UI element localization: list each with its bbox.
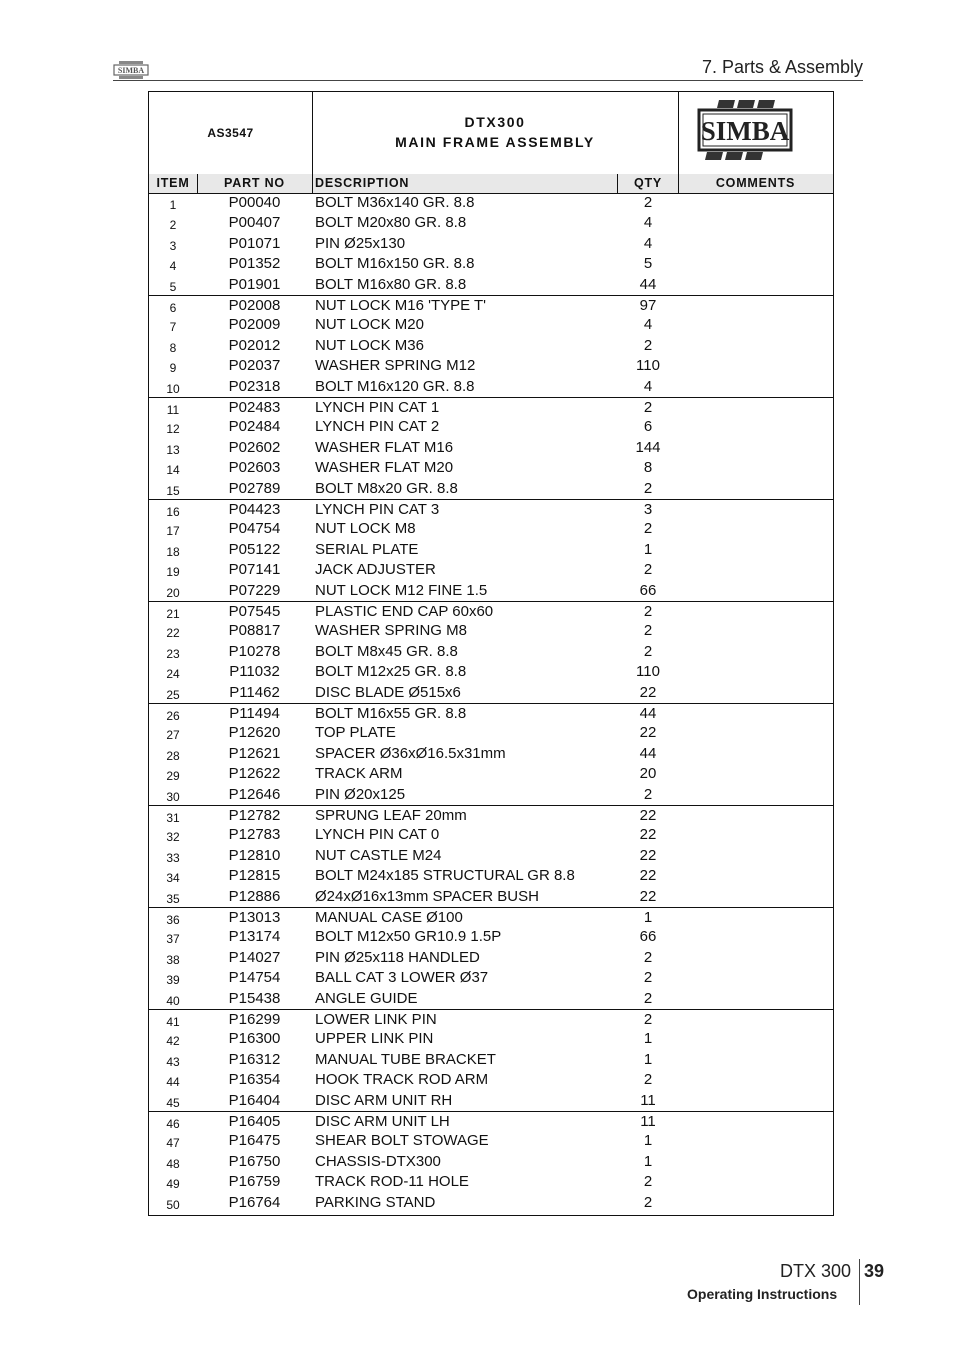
cell-item: 47 — [166, 1136, 180, 1151]
cell-part-no: P07229 — [228, 581, 281, 599]
cell-qty: 20 — [639, 765, 657, 783]
cell-description: TOP PLATE — [315, 724, 396, 742]
cell-part-no: P02012 — [228, 336, 281, 354]
cell-part-no: P07545 — [228, 603, 281, 620]
cell-qty: 66 — [639, 581, 657, 599]
cell-qty: 8 — [643, 459, 653, 477]
cell-qty: 1 — [643, 1030, 653, 1048]
cell-qty: 22 — [639, 724, 657, 742]
cell-part-no: P12620 — [228, 724, 281, 742]
cell-qty: 2 — [643, 1011, 653, 1028]
cell-qty: 2 — [643, 561, 653, 579]
cell-item: 21 — [166, 607, 180, 621]
cell-item: 15 — [166, 483, 180, 498]
cell-description: SHEAR BOLT STOWAGE — [315, 1132, 489, 1150]
table-row — [149, 581, 833, 601]
cell-part-no: P02602 — [228, 438, 281, 456]
cell-qty: 2 — [643, 520, 653, 538]
cell-item: 43 — [166, 1054, 180, 1069]
cell-item: 27 — [166, 728, 180, 743]
cell-item: 32 — [166, 830, 180, 845]
cell-item: 50 — [166, 1197, 180, 1212]
footer-subtitle: Operating Instructions — [687, 1286, 838, 1302]
cell-qty: 1 — [643, 1050, 653, 1068]
table-row — [149, 213, 833, 233]
cell-item: 26 — [166, 709, 180, 723]
cell-part-no: P00040 — [228, 194, 281, 211]
cell-part-no: P16354 — [228, 1071, 281, 1089]
cell-description: BOLT M16x120 GR. 8.8 — [315, 377, 475, 395]
cell-item: 17 — [166, 524, 180, 539]
cell-item: 11 — [166, 403, 180, 417]
cell-item: 16 — [166, 505, 180, 519]
cell-qty: 144 — [635, 438, 661, 456]
cell-description: BOLT M16x55 GR. 8.8 — [315, 705, 467, 722]
cell-qty: 22 — [639, 846, 657, 864]
cell-description: NUT LOCK M20 — [315, 316, 424, 334]
cell-part-no: P16750 — [228, 1152, 281, 1170]
cell-qty: 2 — [643, 1193, 653, 1211]
cell-description: BOLT M36x140 GR. 8.8 — [315, 194, 475, 211]
cell-description: HOOK TRACK ROD ARM — [315, 1071, 489, 1089]
table-row — [149, 458, 833, 478]
model-name: DTX300 — [464, 114, 526, 130]
simba-logo — [695, 98, 795, 162]
table-row — [149, 968, 833, 988]
cell-qty: 2 — [643, 603, 653, 620]
cell-qty: 2 — [643, 399, 653, 416]
cell-part-no: P12782 — [228, 807, 281, 824]
cell-description: LYNCH PIN CAT 1 — [315, 399, 440, 416]
cell-part-no: P13174 — [228, 928, 281, 946]
cell-item: 20 — [166, 585, 180, 600]
cell-description: JACK ADJUSTER — [315, 561, 436, 579]
cell-qty: 44 — [639, 744, 657, 762]
table-row — [149, 254, 833, 274]
page-number: 39 — [864, 1261, 885, 1281]
cell-qty: 66 — [639, 928, 657, 946]
cell-description: WASHER SPRING M12 — [315, 357, 476, 375]
table-row — [149, 377, 833, 397]
cell-item: 36 — [166, 913, 180, 927]
cell-item: 45 — [166, 1095, 180, 1110]
cell-description: WASHER FLAT M16 — [315, 438, 454, 456]
cell-part-no: P01352 — [228, 255, 281, 273]
table-row — [149, 397, 833, 417]
cell-description: DISC ARM UNIT LH — [315, 1113, 450, 1130]
cell-item: 35 — [166, 891, 180, 906]
table-row — [149, 234, 833, 254]
table-row — [149, 1009, 833, 1029]
title-block — [149, 92, 833, 175]
table-row — [149, 601, 833, 621]
cell-description: LYNCH PIN CAT 2 — [315, 418, 440, 436]
cell-description: BOLT M8x45 GR. 8.8 — [315, 642, 458, 660]
cell-description: BOLT M16x150 GR. 8.8 — [315, 255, 475, 273]
cell-item: 44 — [166, 1075, 180, 1090]
cell-qty: 2 — [643, 1071, 653, 1089]
cell-qty: 44 — [639, 275, 657, 293]
cell-qty: 2 — [643, 989, 653, 1007]
table-row — [149, 315, 833, 335]
cell-part-no: P13013 — [228, 909, 281, 926]
assembly-code: AS3547 — [149, 92, 313, 174]
cell-description: SPACER Ø36xØ16.5x31mm — [315, 744, 506, 762]
table-row — [149, 764, 833, 784]
cell-qty: 2 — [643, 948, 653, 966]
cell-part-no: P16475 — [228, 1132, 281, 1150]
cell-part-no: P11032 — [229, 663, 280, 681]
cell-part-no: P10278 — [228, 642, 281, 660]
cell-qty: 1 — [643, 540, 653, 558]
cell-qty: 1 — [643, 1132, 653, 1150]
table-row — [149, 805, 833, 825]
cell-description: SERIAL PLATE — [315, 540, 419, 558]
cell-item: 23 — [166, 646, 180, 661]
cell-description: PIN Ø25x130 — [315, 234, 406, 252]
cell-item: 6 — [169, 301, 177, 315]
table-row — [149, 662, 833, 682]
cell-qty: 97 — [639, 297, 657, 314]
cell-description: CHASSIS-DTX300 — [315, 1152, 441, 1170]
cell-qty: 4 — [643, 316, 653, 334]
cell-part-no: P12815 — [228, 867, 281, 885]
cell-description: NUT LOCK M16 'TYPE T' — [315, 297, 487, 314]
cell-item: 40 — [166, 993, 180, 1008]
cell-qty: 2 — [643, 622, 653, 640]
cell-part-no: P12646 — [228, 785, 281, 803]
cell-description: BOLT M24x185 STRUCTURAL GR 8.8 — [315, 867, 575, 885]
table-row — [149, 1111, 833, 1131]
cell-qty: 1 — [643, 1152, 653, 1170]
cell-part-no: P07141 — [228, 561, 281, 579]
table-row — [149, 1091, 833, 1111]
cell-part-no: P12783 — [228, 826, 281, 844]
table-row — [149, 785, 833, 805]
cell-description: BOLT M12x50 GR10.9 1.5P — [315, 928, 502, 946]
cell-qty: 44 — [639, 705, 657, 722]
table-row — [149, 560, 833, 580]
cell-item: 5 — [169, 279, 177, 294]
cell-part-no: P02603 — [228, 459, 281, 477]
cell-qty: 4 — [643, 377, 653, 395]
cell-part-no: P02318 — [228, 377, 281, 395]
cell-description: TRACK ARM — [315, 765, 403, 783]
table-row — [149, 540, 833, 560]
cell-item: 1 — [169, 198, 177, 212]
cell-qty: 2 — [643, 642, 653, 660]
assembly-name: MAIN FRAME ASSEMBLY — [395, 134, 595, 150]
cell-qty: 22 — [639, 887, 657, 905]
cell-item: 7 — [169, 320, 177, 335]
cell-qty: 22 — [639, 867, 657, 885]
table-row — [149, 703, 833, 723]
cell-description: NUT LOCK M12 FINE 1.5 — [315, 581, 488, 599]
table-row — [149, 989, 833, 1009]
table-row — [149, 275, 833, 295]
cell-qty: 22 — [639, 683, 657, 701]
cell-description: PIN Ø25x118 HANDLED — [315, 948, 480, 966]
table-row — [149, 193, 833, 213]
cell-description: BOLT M16x80 GR. 8.8 — [315, 275, 467, 293]
cell-part-no: P04423 — [228, 501, 281, 518]
cell-description: BOLT M12x25 GR. 8.8 — [315, 663, 467, 681]
cell-description: UPPER LINK PIN — [315, 1030, 434, 1048]
cell-item: 37 — [166, 932, 180, 947]
cell-item: 18 — [166, 544, 180, 559]
cell-item: 49 — [166, 1177, 180, 1192]
cell-item: 38 — [166, 952, 180, 967]
table-row — [149, 927, 833, 947]
cell-description: BOLT M20x80 GR. 8.8 — [315, 214, 467, 232]
cell-part-no: P12810 — [228, 846, 281, 864]
cell-part-no: P02037 — [228, 357, 281, 375]
cell-description: TRACK ROD-11 HOLE — [315, 1173, 469, 1191]
table-row — [149, 1050, 833, 1070]
cell-item: 14 — [166, 463, 180, 478]
cell-part-no: P01071 — [228, 234, 281, 252]
cell-qty: 5 — [643, 255, 653, 273]
cell-description: Ø24xØ16x13mm SPACER BUSH — [315, 887, 539, 905]
cell-qty: 2 — [643, 1173, 653, 1191]
table-row — [149, 683, 833, 703]
cell-qty: 2 — [643, 194, 653, 211]
cell-qty: 2 — [643, 336, 653, 354]
table-row — [149, 1131, 833, 1151]
cell-qty: 3 — [643, 501, 653, 518]
cell-item: 31 — [166, 811, 180, 825]
cell-description: WASHER FLAT M20 — [315, 459, 454, 477]
cell-item: 48 — [166, 1156, 180, 1171]
cell-description: DISC ARM UNIT RH — [315, 1091, 453, 1109]
cell-item: 33 — [166, 850, 180, 865]
cell-item: 42 — [166, 1034, 180, 1049]
cell-part-no: P02009 — [228, 316, 281, 334]
table-row — [149, 642, 833, 662]
cell-description: MANUAL CASE Ø100 — [315, 909, 463, 926]
col-qty: QTY — [618, 174, 679, 193]
cell-part-no: P16759 — [228, 1173, 281, 1191]
cell-description: BALL CAT 3 LOWER Ø37 — [315, 969, 489, 987]
cell-part-no: P16764 — [228, 1193, 281, 1211]
cell-part-no: P02789 — [228, 479, 281, 497]
cell-part-no: P04754 — [228, 520, 281, 538]
table-row — [149, 846, 833, 866]
cell-item: 28 — [166, 748, 180, 763]
cell-part-no: P02484 — [228, 418, 281, 436]
cell-item: 46 — [166, 1117, 180, 1131]
cell-part-no: P11494 — [229, 705, 280, 722]
cell-part-no: P14754 — [228, 969, 281, 987]
cell-description: PLASTIC END CAP 60x60 — [315, 603, 494, 620]
cell-qty: 2 — [643, 785, 653, 803]
cell-item: 30 — [166, 789, 180, 804]
table-row — [149, 825, 833, 845]
cell-qty: 110 — [636, 663, 660, 681]
cell-part-no: P16405 — [228, 1113, 281, 1130]
table-row — [149, 907, 833, 927]
table-row — [149, 1070, 833, 1090]
cell-qty: 4 — [643, 214, 653, 232]
table-row — [149, 295, 833, 315]
cell-item: 34 — [166, 871, 180, 886]
cell-description: LYNCH PIN CAT 3 — [315, 501, 440, 518]
cell-item: 25 — [166, 687, 180, 702]
cell-qty: 2 — [643, 479, 653, 497]
cell-qty: 11 — [640, 1091, 656, 1109]
assembly-title — [312, 92, 679, 174]
cell-part-no: P15438 — [228, 989, 281, 1007]
cell-part-no: P11462 — [229, 683, 280, 701]
cell-part-no: P05122 — [228, 540, 281, 558]
cell-item: 24 — [166, 667, 180, 682]
section-title: 7. Parts & Assembly — [701, 57, 863, 77]
cell-description: LOWER LINK PIN — [315, 1011, 437, 1028]
cell-qty: 1 — [643, 909, 653, 926]
cell-part-no: P12886 — [228, 887, 281, 905]
column-headers — [149, 174, 833, 194]
cell-qty: 4 — [643, 234, 653, 252]
cell-part-no: P12622 — [228, 765, 281, 783]
cell-item: 4 — [169, 259, 177, 274]
footer-model: DTX 300 — [780, 1261, 852, 1281]
cell-item: 19 — [166, 565, 180, 580]
cell-item: 2 — [169, 218, 177, 233]
cell-part-no: P14027 — [228, 948, 281, 966]
cell-description: WASHER SPRING M8 — [315, 622, 467, 640]
table-row — [149, 723, 833, 743]
table-row — [149, 1029, 833, 1049]
cell-description: BOLT M8x20 GR. 8.8 — [315, 479, 458, 497]
cell-description: NUT LOCK M8 — [315, 520, 416, 538]
cell-item: 3 — [169, 238, 177, 253]
cell-part-no: P01901 — [228, 275, 281, 293]
table-row — [149, 499, 833, 519]
cell-part-no: P08817 — [228, 622, 281, 640]
cell-qty: 2 — [643, 969, 653, 987]
cell-part-no: P16299 — [228, 1011, 281, 1028]
cell-description: DISC BLADE Ø515x6 — [315, 683, 461, 701]
cell-item: 8 — [169, 340, 177, 355]
cell-item: 41 — [166, 1015, 180, 1029]
col-item: ITEM — [149, 174, 198, 193]
cell-description: MANUAL TUBE BRACKET — [315, 1050, 496, 1068]
table-row — [149, 744, 833, 764]
cell-description: NUT CASTLE M24 — [315, 846, 442, 864]
header-divider — [113, 80, 863, 81]
table-row — [149, 621, 833, 641]
table-row — [149, 519, 833, 539]
col-comments: COMMENTS — [715, 176, 796, 190]
svg-text:SIMBA: SIMBA — [117, 66, 145, 75]
cell-part-no: P02008 — [228, 297, 281, 314]
cell-description: ANGLE GUIDE — [315, 989, 418, 1007]
table-row — [149, 866, 833, 886]
cell-qty: 110 — [636, 357, 660, 375]
cell-part-no: P00407 — [228, 214, 281, 232]
cell-qty: 22 — [639, 807, 657, 824]
cell-qty: 6 — [643, 418, 653, 436]
cell-part-no: P02483 — [228, 399, 281, 416]
col-part-no: PART NO — [197, 174, 313, 193]
cell-item: 10 — [166, 381, 180, 396]
cell-part-no: P16404 — [228, 1091, 281, 1109]
table-row — [149, 336, 833, 356]
cell-item: 12 — [166, 422, 180, 437]
cell-item: 39 — [166, 973, 180, 988]
table-row — [149, 1152, 833, 1172]
cell-description: NUT LOCK M36 — [315, 336, 424, 354]
footer-divider — [859, 1259, 860, 1305]
parts-sheet — [148, 91, 834, 1216]
cell-qty: 11 — [640, 1113, 656, 1130]
simba-logo-small — [113, 60, 149, 80]
cell-description: PARKING STAND — [315, 1193, 436, 1211]
table-row — [149, 1172, 833, 1192]
col-description: DESCRIPTION — [312, 174, 618, 193]
cell-description: LYNCH PIN CAT 0 — [315, 826, 440, 844]
cell-part-no: P16300 — [228, 1030, 281, 1048]
table-row — [149, 479, 833, 499]
table-row — [149, 887, 833, 907]
cell-item: 13 — [166, 442, 180, 457]
table-row — [149, 417, 833, 437]
cell-part-no: P16312 — [228, 1050, 281, 1068]
table-row — [149, 356, 833, 376]
cell-item: 9 — [169, 361, 177, 376]
cell-item: 29 — [166, 769, 180, 784]
table-row — [149, 1193, 833, 1213]
cell-description: SPRUNG LEAF 20mm — [315, 807, 467, 824]
svg-text:SIMBA: SIMBA — [700, 116, 790, 146]
cell-part-no: P12621 — [228, 744, 281, 762]
cell-qty: 22 — [639, 826, 657, 844]
table-row — [149, 948, 833, 968]
cell-description: PIN Ø20x125 — [315, 785, 406, 803]
cell-item: 22 — [166, 626, 180, 641]
table-row — [149, 438, 833, 458]
